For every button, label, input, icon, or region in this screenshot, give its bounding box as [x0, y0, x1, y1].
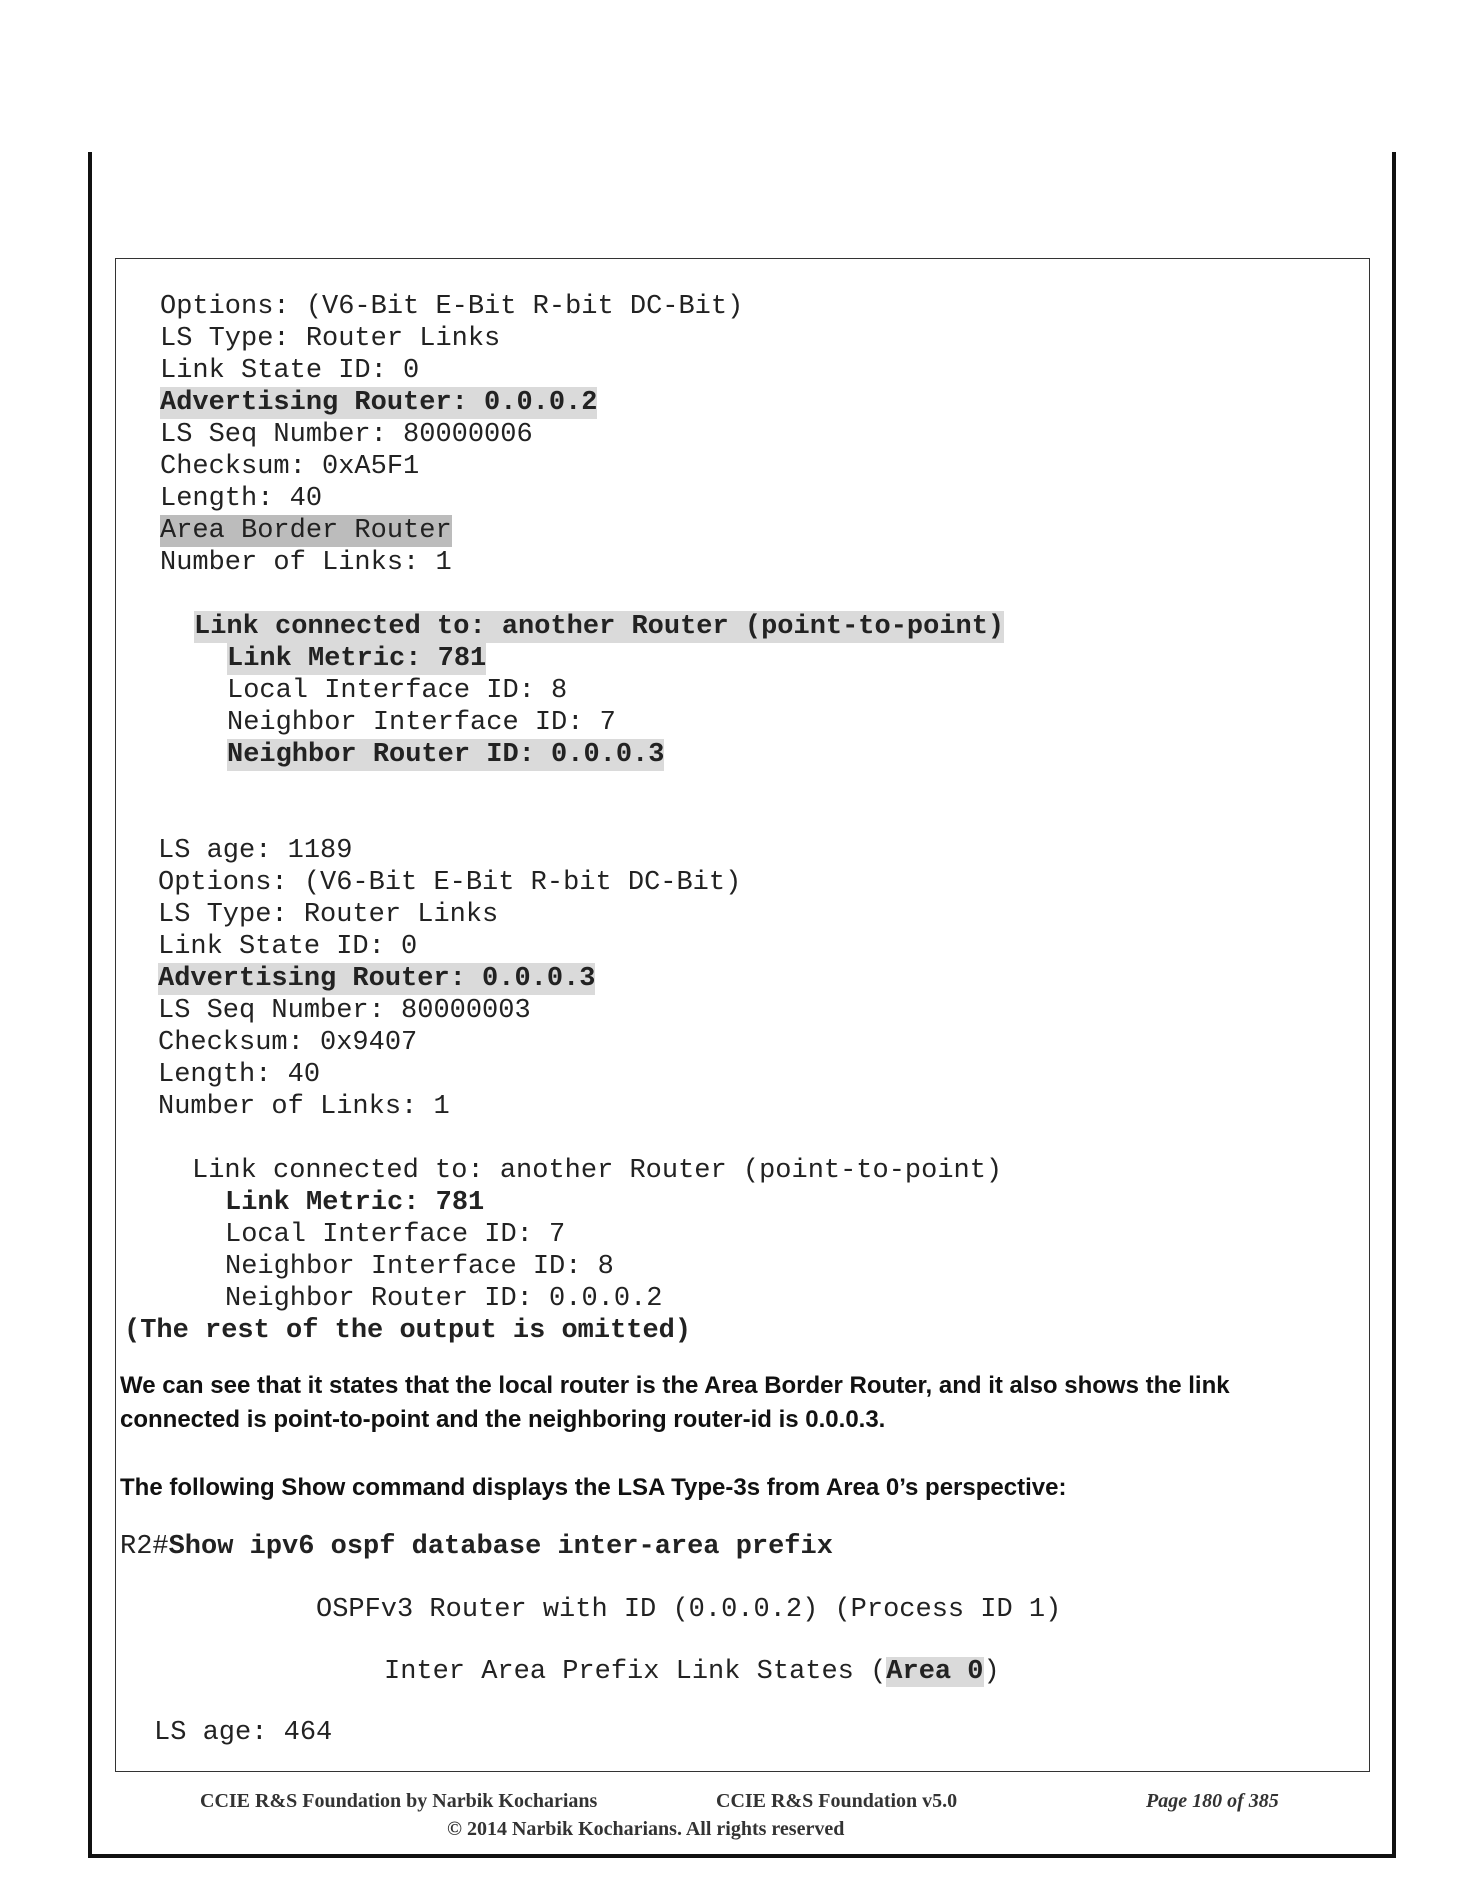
ls-age-line: LS age: 1189: [158, 836, 353, 866]
footer-copyright: © 2014 Narbik Kocharians. All rights reserved: [447, 1818, 845, 1840]
number-of-links-line: Number of Links: 1: [158, 1092, 450, 1122]
inter-area-header: Inter Area Prefix Link States (Area 0): [384, 1657, 1000, 1687]
cli-prompt: R2#: [120, 1532, 169, 1562]
area-highlight: Area 0: [886, 1657, 984, 1687]
options-line: Options: (V6-Bit E-Bit R-bit DC-Bit): [158, 868, 742, 898]
output-omitted-note: (The rest of the output is omitted): [124, 1316, 692, 1346]
options-line: Options: (V6-Bit E-Bit R-bit DC-Bit): [160, 292, 744, 322]
page-frame-left: [88, 152, 92, 1858]
link-connected-line: Link connected to: another Router (point-to-point): [194, 612, 1005, 642]
ls-type-line: LS Type: Router Links: [160, 324, 501, 354]
footer-author: CCIE R&S Foundation by Narbik Kocharians: [200, 1790, 598, 1812]
checksum-line: Checksum: 0xA5F1: [160, 452, 420, 482]
seq-number-line: LS Seq Number: 80000003: [158, 996, 531, 1026]
ospf-router-header: OSPFv3 Router with ID (0.0.0.2) (Process ID 1): [316, 1595, 1062, 1625]
cli-command: Show ipv6 ospf database inter-area prefix: [168, 1532, 833, 1562]
local-interface-line: Local Interface ID: 7: [225, 1220, 566, 1250]
neighbor-router-line: Neighbor Router ID: 0.0.0.3: [227, 740, 665, 770]
advertising-router-line: Advertising Router: 0.0.0.3: [158, 964, 596, 994]
seq-number-line: LS Seq Number: 80000006: [160, 420, 533, 450]
local-interface-line: Local Interface ID: 8: [227, 676, 568, 706]
link-metric-line: Link Metric: 781: [225, 1188, 485, 1218]
footer-page-number: Page 180 of 385: [1146, 1790, 1279, 1812]
neighbor-interface-line: Neighbor Interface ID: 7: [227, 708, 616, 738]
link-connected-line: Link connected to: another Router (point-to-point): [192, 1156, 1003, 1186]
neighbor-interface-line: Neighbor Interface ID: 8: [225, 1252, 614, 1282]
length-line: Length: 40: [160, 484, 323, 514]
advertising-router-line: Advertising Router: 0.0.0.2: [160, 388, 598, 418]
footer-version: CCIE R&S Foundation v5.0: [716, 1790, 958, 1812]
length-line: Length: 40: [158, 1060, 321, 1090]
neighbor-router-line: Neighbor Router ID: 0.0.0.2: [225, 1284, 663, 1314]
page-frame-bottom: [88, 1854, 1396, 1858]
explanation-paragraph: We can see that it states that the local router is the Area Border Router, and it also shows the link connected is point-to-point and the neighboring router-id is 0.0.0.3.: [120, 1372, 1230, 1433]
document-content-box: [115, 258, 1370, 1772]
ls-type-line: LS Type: Router Links: [158, 900, 499, 930]
link-state-id-line: Link State ID: 0: [158, 932, 418, 962]
command-line: [120, 1531, 833, 1563]
area-border-router-line: Area Border Router: [160, 516, 452, 546]
number-of-links-line: Number of Links: 1: [160, 548, 452, 578]
link-metric-line: Link Metric: 781: [227, 644, 487, 674]
ls-age-last-line: LS age: 464: [154, 1718, 333, 1748]
intro-paragraph: The following Show command displays the LSA Type-3s from Area 0’s perspective:: [120, 1474, 1067, 1501]
link-state-id-line: Link State ID: 0: [160, 356, 420, 386]
checksum-line: Checksum: 0x9407: [158, 1028, 418, 1058]
page-frame-right: [1392, 152, 1396, 1858]
